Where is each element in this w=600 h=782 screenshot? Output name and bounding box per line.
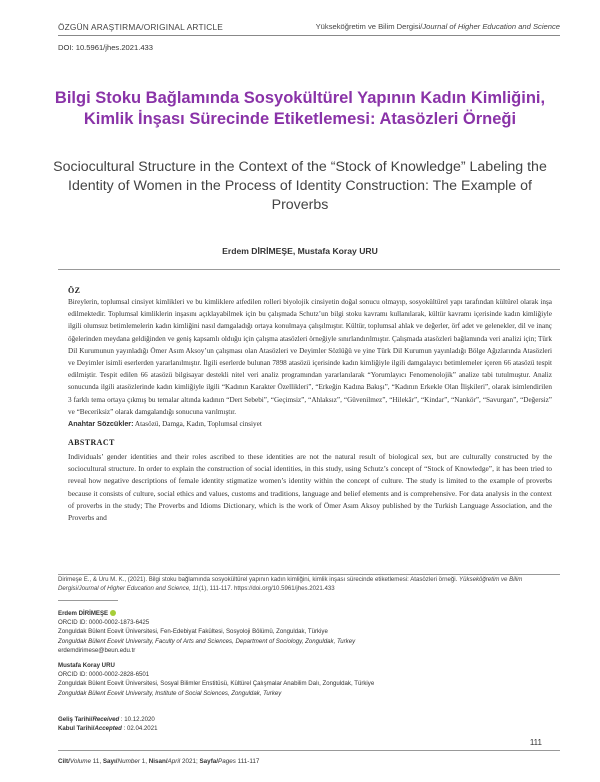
section-label: ÖZGÜN ARAŞTIRMA/ORIGINAL ARTICLE <box>58 22 223 32</box>
footer-pages: Pages <box>218 758 236 765</box>
citation-tail[interactable]: (1), 111-117. https://doi.org/10.5961/jhes.2021.433 <box>198 585 335 592</box>
citation-rule <box>58 600 118 601</box>
author1-info <box>58 609 560 655</box>
footer-volume: Volume <box>69 758 92 765</box>
footer-volume-info <box>58 758 259 765</box>
keywords-value: Atasözü, Damga, Kadın, Toplumsal cinsiyet <box>134 420 262 428</box>
footer-volume-value: 11, <box>91 758 103 765</box>
citation <box>58 575 560 593</box>
dates <box>58 715 157 733</box>
footer-nisan: Nisan/ <box>148 758 168 765</box>
page-number: 111 <box>529 738 542 747</box>
author2-orcid[interactable]: ORCID ID: 0000-0002-2828-6501 <box>58 671 150 679</box>
doi[interactable]: DOI: 10.5961/jhes.2021.433 <box>58 43 153 52</box>
orcid-icon[interactable] <box>110 610 116 616</box>
journal-name-tr: Yükseköğretim ve Bilim Dergisi/ <box>315 22 423 31</box>
citation-journal: Yükseköğretim ve Bilim Dergisi/Journal of Higher Education and Science, 11 <box>58 576 523 592</box>
accepted-date <box>58 724 157 733</box>
keywords-label: Anahtar Sözcükler: <box>68 419 134 428</box>
footer-sayi: Sayı/ <box>102 758 118 765</box>
journal-name-en: Journal of Higher Education and Science <box>422 22 560 31</box>
accepted-value: : 02.04.2021 <box>123 725 158 733</box>
header-rule <box>58 35 560 36</box>
author1-email[interactable]: erdemdirimese@beun.edu.tr <box>58 646 136 654</box>
abstract-heading: ABSTRACT <box>68 438 115 447</box>
author1-affiliation-tr: Zonguldak Bülent Ecevit Üniversitesi, Fen-Edebiyat Fakültesi, Sosyoloji Bölümü, Zonguldak, Türkiye <box>58 628 328 636</box>
footer-april: April <box>167 758 181 765</box>
footer-year: 2021; <box>180 758 200 765</box>
author2-affiliation-en: Zonguldak Bülent Ecevit University, Institute of Social Sciences, Zonguldak, Turkey <box>58 689 282 697</box>
footer-number: Number <box>117 758 140 765</box>
abstract-text: Individuals’ gender identities and their roles ascribed to these identities are not the natural result of biological sex, but are culturally constructed by the sociocultural structure. In order to explain the construction of social identities, in this study, using Schutz’s concept of “Stock of Knowledge”, it has been tried to reveal how negative descriptions of female identity stigmatize women’s identity within the concept of culture. The study is limited to the example of proverbs because it consists of culture, social ethics and values, customs and traditions, language and belief elements and is comprehensive. For data analysis in the context of proverbs in the study; The Proverbs and Idioms Dictionary, which is the work of Ömer Asım Aksoy published by the Turkish Language Association, and the Proverbs and <box>68 452 552 523</box>
received-label-en: Received <box>92 716 120 723</box>
footer-number-value: 1, <box>139 758 149 765</box>
author1-orcid[interactable]: ORCID ID: 0000-0002-1873-6425 <box>58 619 150 627</box>
oz-heading: ÖZ <box>68 286 81 295</box>
author2-info <box>58 661 560 698</box>
title-turkish: Bilgi Stoku Bağlamında Sosyokültürel Yapının Kadın Kimliğini, Kimlik İnşası Sürecinde Etiketlemesi: Atasözleri Örneği <box>54 89 546 128</box>
footer-rule <box>58 750 560 751</box>
accepted-label: Kabul Tarihi/ <box>58 725 95 733</box>
citation-text: Dirimeşe E., & Uru M. K., (2021). Bilgi stoku bağlamında sosyokültürel yapının kadın kimliğini, kimlik inşası sürecinde etiketlemesi: Atasözleri örneği. <box>58 576 458 583</box>
received-value: : 10.12.2020 <box>120 716 155 723</box>
oz-text: Bireylerin, toplumsal cinsiyet kimlikleri ve bu kimliklere atfedilen rolleri biyolojik cinsiyetin doğal sonucu olmayıp, sosyokültürel yapı tarafından kültürel olarak inşa edilmektedir. Toplumsal kimliklerin inşasını açıklayabilmek için bu çalışmada Schutz’un bilgi stoku kavramı kullanılarak, kültür kavramı içerisinde kadın kimliğiyle ilgili olumsuz betimlemelerin kadın kimliğini nasıl damgaladığı ortaya konulmaya çalışılmıştır. Kültür, toplumsal ahlak ve değerler, örf adet ve gelenekler, dil ve inanç öğelerinden meydana geldiğinden ve geniş kapsamlı olduğu için çalışma atasözleri örneğiyle sınırlandırılmıştır. Çalışmada atasözleri bağlamında veri analizi için; Türk Dil Kurumunun yayınladığı Ömer Asım Aksoy’un çalışması olan Atasözleri ve Deyimler Sözlüğü ve yine Türk Dil Kurumun yayınladığı Bölge Ağızlarında Atasözleri ve Deyimler isimli eserlerden yararlanılmıştır. İlgili eserlerde bulunan 7898 atasözü içerisinde kadın kimliğiyle ilgili damgalayıcı betimlemeler içeren 66 atasözü tespit edilmiştir. Tespit edilen 66 atasözü bilgisayar destekli nitel veri analiz programından yararlanılarak “Yorumlayıcı Fenomenolojik” analize tabi tutulmuştur. Analiz sonucunda ilgili atasözlerinde kadın kimliğiyle ilgili “Kadının Karakter Özellikleri”, “Erkeğin Kadına Bakışı”, “Kadının Erkekle Olan İlişkileri”, olarak isimlendirilen 3 farklı tema ortaya çıkmış bu temalar altında kadının “Dert Sebebi”, “Geçimsiz”, “Ahlaksız”, “Güvenilmez”, “Hilekâr”, “Kindar”, “Nankör”, “Savurgan”, “Değersiz” ve “Beceriksiz” olarak damgalandığı sonucuna varılmıştır. <box>68 298 552 416</box>
author1-affiliation-en: Zonguldak Bülent Ecevit University, Faculty of Arts and Sciences, Department of Sociology, Zonguldak, Turkey <box>58 637 356 645</box>
title-english: Sociocultural Structure in the Context of the “Stock of Knowledge” Labeling the Identity of Women in the Process of Identity Construction: The Example of Proverbs <box>53 159 547 213</box>
footer-pages-value: 111-117 <box>235 758 260 765</box>
received-date <box>58 715 157 724</box>
footer-sayfa: Sayfa/ <box>199 758 219 765</box>
keywords <box>68 419 552 428</box>
author1-name: Erdem DİRİMEŞE <box>58 610 109 617</box>
author2-affiliation-tr: Zonguldak Bülent Ecevit Üniversitesi, Sosyal Bilimler Enstitüsü, Kültürel Çalışmalar Anabilim Dalı, Zonguldak, Türkiye <box>58 680 375 688</box>
journal-name <box>316 22 560 31</box>
author2-name: Mustafa Koray URU <box>58 662 115 669</box>
authors: Erdem DİRİMEŞE, Mustafa Koray URU <box>222 246 378 256</box>
footer-cilt: Cilt/ <box>58 758 70 765</box>
accepted-label-en: Accepted <box>94 725 122 733</box>
received-label: Geliş Tarihi/ <box>58 716 93 723</box>
